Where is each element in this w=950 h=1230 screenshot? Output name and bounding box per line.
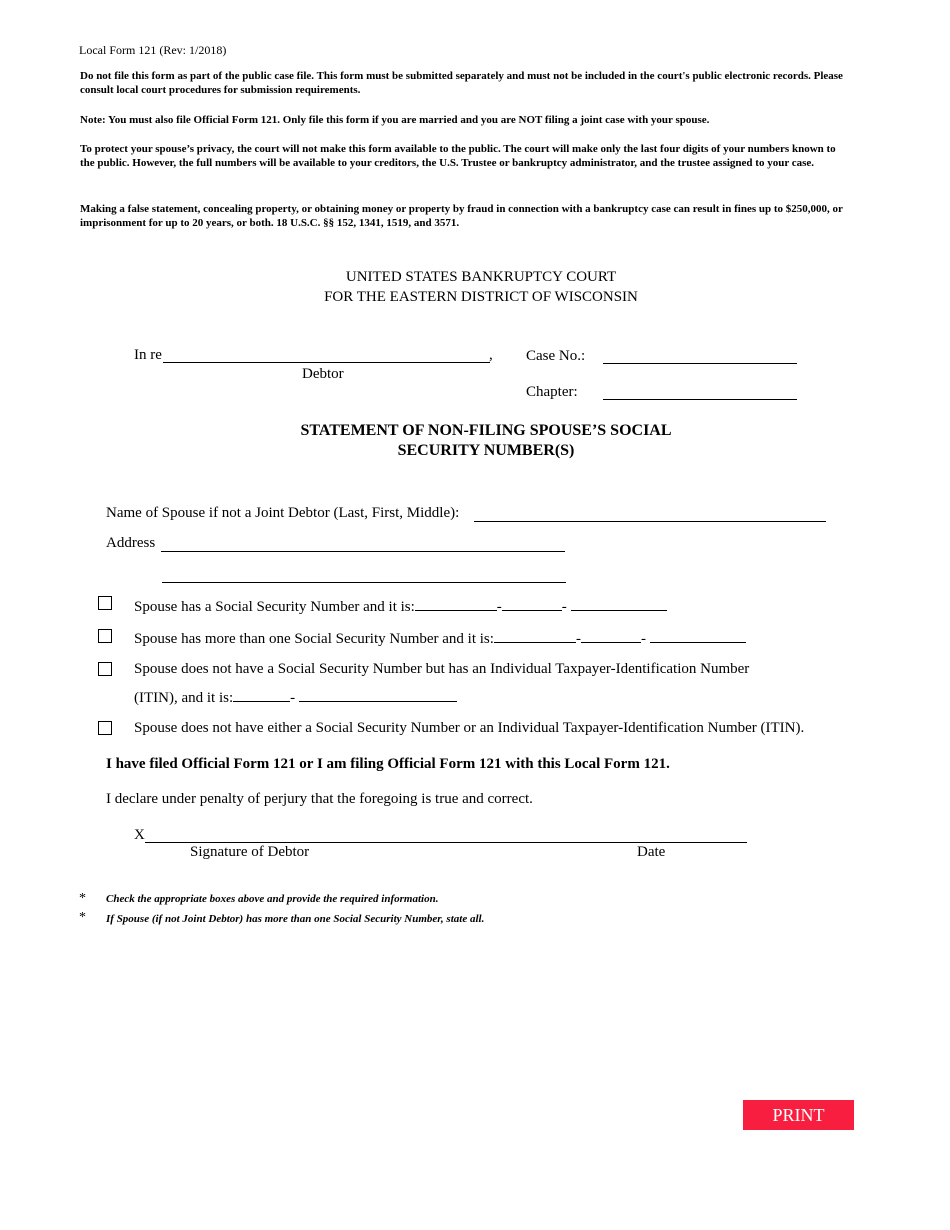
notice-public-file: Do not file this form as part of the public case file. This form must be submitted separately and must not be included in the court's public electronic records. Please consult local court procedures for submission requirements. <box>80 70 843 96</box>
notice-privacy: To protect your spouse’s privacy, the court will not make this form available to the public. The court will make only the last four digits of your numbers known to the public. However, the full numbers will be available to your creditors, the U.S. Trustee or bankruptcy administrator, and the trustee assigned to your case. <box>80 143 836 169</box>
dash: - <box>290 690 296 706</box>
option-multiple-ssn-checkbox[interactable] <box>98 629 112 643</box>
footnote-1: Check the appropriate boxes above and provide the required information. <box>106 893 439 905</box>
option-single-ssn-label: Spouse has a Social Security Number and it is: <box>134 599 415 615</box>
signature-label: Signature of Debtor <box>190 844 310 860</box>
form-id: Local Form 121 (Rev: 1/2018) <box>79 43 227 57</box>
address-label: Address <box>106 535 156 551</box>
dash: - <box>640 631 646 647</box>
ssn-part-3-field[interactable] <box>571 596 667 611</box>
option-single-ssn-checkbox[interactable] <box>98 596 112 610</box>
option-itin-checkbox[interactable] <box>98 662 112 676</box>
ssn-part-2-field[interactable] <box>502 596 562 611</box>
in-re-label: In re <box>134 347 162 363</box>
dash: - <box>561 599 567 615</box>
address-line-1-field[interactable] <box>161 551 565 552</box>
print-button[interactable]: PRINT <box>743 1100 854 1130</box>
case-no-label: Case No.: <box>526 348 586 364</box>
option-itin-label-2: (ITIN), and it is: <box>134 690 234 706</box>
form-title-line-2: SECURITY NUMBER(S) <box>397 442 575 459</box>
option-itin-label: Spouse does not have a Social Security Number but has an Individual Taxpayer-Identification Number <box>134 661 750 677</box>
notice-false-statement: Making a false statement, concealing property, or obtaining money or property by fraud in connection with a bankruptcy case can result in fines up to $250,000, or imprisonment for up to 20 years, or both. 18 U.S.C. §§ 152, 1341, 1519, and 3571. <box>80 203 843 229</box>
notice-official-form: Note: You must also file Official Form 121. Only file this form if you are married and you are NOT filing a joint case with your spouse. <box>80 114 710 126</box>
dash: - <box>575 631 581 647</box>
perjury-declaration: I declare under penalty of perjury that the foregoing is true and correct. <box>106 791 533 807</box>
spouse-name-label: Name of Spouse if not a Joint Debtor (Last, First, Middle): <box>106 505 460 521</box>
case-no-field[interactable] <box>603 363 797 364</box>
dash: - <box>496 599 502 615</box>
filed-official-form-statement: I have filed Official Form 121 or I am filing Official Form 121 with this Local Form 121. <box>106 756 670 772</box>
ssn-part-1-field[interactable] <box>415 596 497 611</box>
footnote-star: * <box>79 910 86 925</box>
footnote-2: If Spouse (if not Joint Debtor) has more than one Social Security Number, state all. <box>106 913 485 925</box>
option-itin-line-2 <box>134 687 457 707</box>
option-none-label: Spouse does not have either a Social Security Number or an Individual Taxpayer-Identification Number (ITIN). <box>134 720 805 736</box>
court-district: FOR THE EASTERN DISTRICT OF WISCONSIN <box>324 289 638 305</box>
debtor-label: Debtor <box>302 366 344 382</box>
option-multiple-ssn-label: Spouse has more than one Social Security Number and it is: <box>134 631 494 647</box>
date-label: Date <box>637 844 666 860</box>
footnote-star: * <box>79 891 86 906</box>
itin-part-2-field[interactable] <box>299 687 457 702</box>
multi-ssn-part-2-field[interactable] <box>581 628 641 643</box>
option-none-checkbox[interactable] <box>98 721 112 735</box>
itin-part-1-field[interactable] <box>233 687 290 702</box>
address-line-2-field[interactable] <box>162 582 566 583</box>
signature-field[interactable] <box>145 842 747 843</box>
spouse-name-field[interactable] <box>474 521 826 522</box>
form-title: STATEMENT OF NON-FILING SPOUSE’S SOCIAL <box>300 422 672 439</box>
signature-x: X <box>134 827 145 843</box>
multi-ssn-part-1-field[interactable] <box>494 628 576 643</box>
chapter-label: Chapter: <box>526 384 578 400</box>
option-single-ssn <box>134 596 667 616</box>
court-name: UNITED STATES BANKRUPTCY COURT <box>345 269 617 285</box>
multi-ssn-part-3-field[interactable] <box>650 628 746 643</box>
option-multiple-ssn <box>134 628 746 648</box>
debtor-name-field[interactable] <box>163 362 490 363</box>
chapter-field[interactable] <box>603 399 797 400</box>
caption-comma: , <box>489 347 493 363</box>
